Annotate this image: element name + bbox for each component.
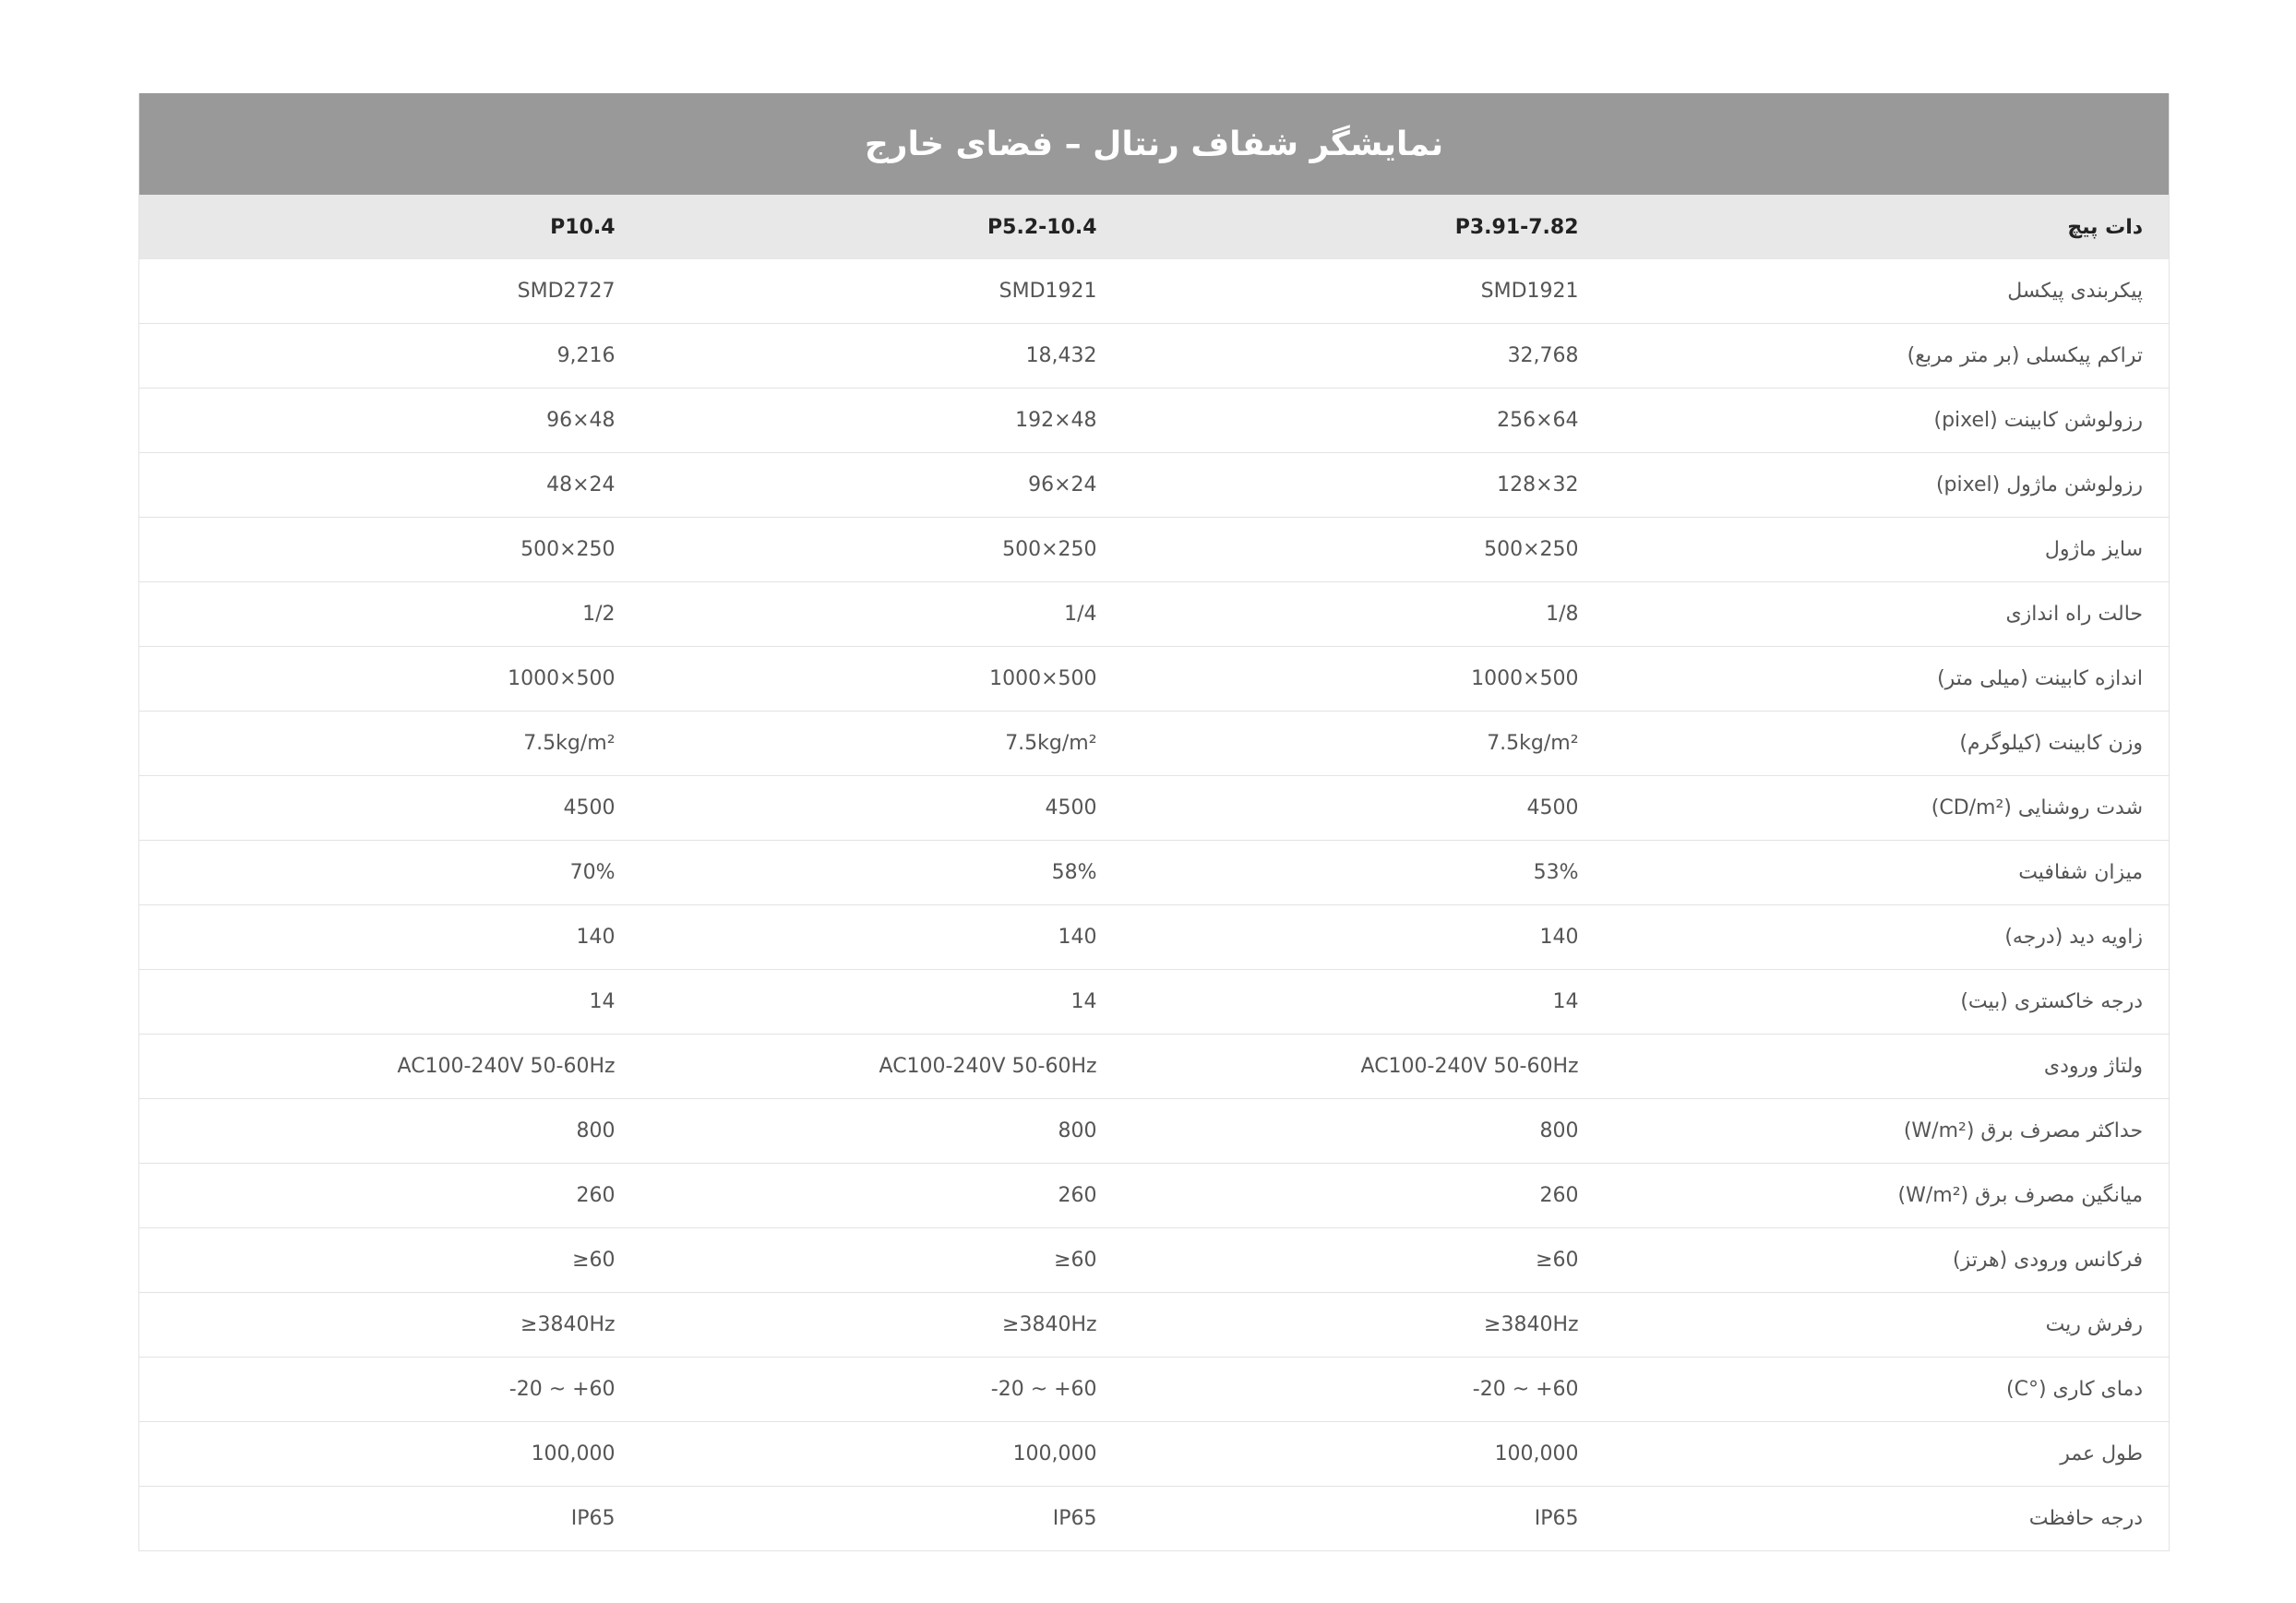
row-value: 256×64 — [1123, 389, 1605, 453]
table-row — [139, 1164, 2170, 1228]
header-cell: P3.91-7.82 — [1123, 195, 1605, 259]
row-value: 100,000 — [641, 1422, 1123, 1487]
table-row — [139, 1358, 2170, 1422]
row-value: 14 — [1123, 970, 1605, 1035]
row-value: 32,768 — [1123, 324, 1605, 389]
row-value: 100,000 — [139, 1422, 641, 1487]
table-row — [139, 1228, 2170, 1293]
row-value: 53% — [1123, 841, 1605, 905]
spec-table — [138, 93, 2170, 1551]
table-row — [139, 712, 2170, 776]
row-label: زاویه دید (درجه) — [1605, 905, 2170, 970]
row-value: AC100-240V 50-60Hz — [641, 1035, 1123, 1099]
row-value: 1/4 — [641, 582, 1123, 647]
row-label: دمای کاری (°C) — [1605, 1358, 2170, 1422]
table-row — [139, 453, 2170, 518]
row-value: 260 — [139, 1164, 641, 1228]
table-title-row — [139, 93, 2170, 195]
row-value: 1/8 — [1123, 582, 1605, 647]
row-value: 4500 — [1123, 776, 1605, 841]
table-row — [139, 582, 2170, 647]
table-row — [139, 776, 2170, 841]
table-row — [139, 1099, 2170, 1164]
table-row — [139, 518, 2170, 582]
row-value: -20 ~ +60 — [641, 1358, 1123, 1422]
row-value: 140 — [139, 905, 641, 970]
row-value: 7.5kg/m² — [139, 712, 641, 776]
row-label: حداکثر مصرف برق (W/m²) — [1605, 1099, 2170, 1164]
row-value: 260 — [641, 1164, 1123, 1228]
row-value: 14 — [641, 970, 1123, 1035]
row-value: 48×24 — [139, 453, 641, 518]
row-label: رزولوشن ماژول (pixel) — [1605, 453, 2170, 518]
table-row — [139, 841, 2170, 905]
row-value: 140 — [1123, 905, 1605, 970]
row-label: حالت راه اندازی — [1605, 582, 2170, 647]
row-label: فرکانس ورودی (هرتز) — [1605, 1228, 2170, 1293]
row-value: 7.5kg/m² — [641, 712, 1123, 776]
row-value: 128×32 — [1123, 453, 1605, 518]
row-value: ≥3840Hz — [139, 1293, 641, 1358]
row-value: 96×24 — [641, 453, 1123, 518]
row-value: IP65 — [139, 1487, 641, 1551]
row-value: 9,216 — [139, 324, 641, 389]
row-value: 4500 — [139, 776, 641, 841]
table-body — [139, 259, 2170, 1551]
table-row — [139, 1422, 2170, 1487]
row-value: 18,432 — [641, 324, 1123, 389]
table-title: نمایشگر شفاف رنتال – فضای خارج — [139, 93, 2170, 195]
row-value: 800 — [641, 1099, 1123, 1164]
header-cell: P10.4 — [139, 195, 641, 259]
row-value: SMD1921 — [1123, 259, 1605, 324]
row-label: درجه حافظت — [1605, 1487, 2170, 1551]
row-label: پیکربندی پیکسل — [1605, 259, 2170, 324]
row-label: اندازه کابینت (میلی متر) — [1605, 647, 2170, 712]
header-cell: P5.2-10.4 — [641, 195, 1123, 259]
row-value: 14 — [139, 970, 641, 1035]
table-row — [139, 970, 2170, 1035]
table-row — [139, 647, 2170, 712]
row-value: IP65 — [1123, 1487, 1605, 1551]
row-label: سایز ماژول — [1605, 518, 2170, 582]
row-value: 800 — [1123, 1099, 1605, 1164]
table-row — [139, 1293, 2170, 1358]
row-value: 1000×500 — [139, 647, 641, 712]
row-value: 500×250 — [1123, 518, 1605, 582]
row-label: رزولوشن کابینت (pixel) — [1605, 389, 2170, 453]
row-label: میانگین مصرف برق (W/m²) — [1605, 1164, 2170, 1228]
row-value: AC100-240V 50-60Hz — [1123, 1035, 1605, 1099]
row-value: 7.5kg/m² — [1123, 712, 1605, 776]
row-value: 260 — [1123, 1164, 1605, 1228]
table-row — [139, 1035, 2170, 1099]
row-value: ≥60 — [139, 1228, 641, 1293]
table-header-row — [139, 195, 2170, 259]
row-value: 1000×500 — [641, 647, 1123, 712]
row-value: 1/2 — [139, 582, 641, 647]
row-value: 500×250 — [641, 518, 1123, 582]
header-cell: دات پیچ — [1605, 195, 2170, 259]
row-label: ولتاژ ورودی — [1605, 1035, 2170, 1099]
row-label: طول عمر — [1605, 1422, 2170, 1487]
row-value: SMD2727 — [139, 259, 641, 324]
row-value: 100,000 — [1123, 1422, 1605, 1487]
row-value: 70% — [139, 841, 641, 905]
table-row — [139, 259, 2170, 324]
table-row — [139, 905, 2170, 970]
row-label: رفرش ریت — [1605, 1293, 2170, 1358]
row-value: 1000×500 — [1123, 647, 1605, 712]
row-value: ≥3840Hz — [641, 1293, 1123, 1358]
row-value: ≥60 — [641, 1228, 1123, 1293]
row-label: شدت روشنایی (CD/m²) — [1605, 776, 2170, 841]
row-label: وزن کابینت (کیلوگرم) — [1605, 712, 2170, 776]
row-value: SMD1921 — [641, 259, 1123, 324]
table-row — [139, 324, 2170, 389]
row-value: 192×48 — [641, 389, 1123, 453]
row-value: 58% — [641, 841, 1123, 905]
row-value: 500×250 — [139, 518, 641, 582]
row-value: IP65 — [641, 1487, 1123, 1551]
row-value: -20 ~ +60 — [1123, 1358, 1605, 1422]
row-value: 140 — [641, 905, 1123, 970]
row-label: میزان شفافیت — [1605, 841, 2170, 905]
row-value: -20 ~ +60 — [139, 1358, 641, 1422]
row-value: 800 — [139, 1099, 641, 1164]
row-label: درجه خاکستری (بیت) — [1605, 970, 2170, 1035]
row-label: تراکم پیکسلی (بر متر مربع) — [1605, 324, 2170, 389]
row-value: 96×48 — [139, 389, 641, 453]
table-row — [139, 389, 2170, 453]
row-value: 4500 — [641, 776, 1123, 841]
row-value: ≥60 — [1123, 1228, 1605, 1293]
row-value: AC100-240V 50-60Hz — [139, 1035, 641, 1099]
table-row — [139, 1487, 2170, 1551]
row-value: ≥3840Hz — [1123, 1293, 1605, 1358]
